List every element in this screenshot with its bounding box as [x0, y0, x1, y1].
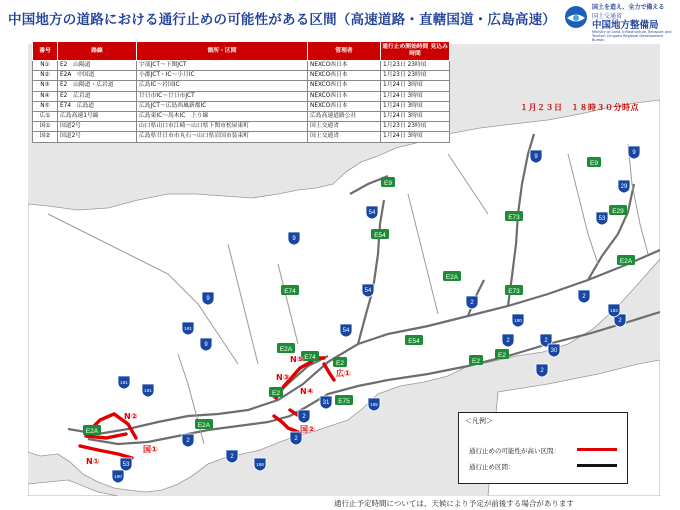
cell-section: 広島IC～岩国IC	[137, 81, 308, 91]
legend-closed-label: 通行止め区間：	[469, 463, 515, 471]
national-route-number: 191	[144, 388, 152, 393]
cell-start-time: 1月23日 23時頃	[381, 61, 450, 71]
national-route-number: 2	[544, 338, 548, 344]
cell-number: 国①	[33, 122, 58, 132]
expressway-sign-label: E2A	[445, 274, 459, 281]
cell-section: 広島JCT～広島西風新都IC	[137, 101, 308, 111]
legend-high-risk-label: 通行止めの可能性が高い区間：	[469, 447, 560, 455]
national-route-number: 30	[550, 348, 558, 354]
expressway-sign-label: E2A	[619, 258, 633, 265]
national-route-number: 183	[610, 308, 618, 313]
expressway-sign-label: E54	[408, 338, 420, 345]
cell-section: 山口県山口市江崎～山口県下関市松屋東町	[137, 122, 308, 132]
timestamp: １月２３日 １８時３０分時点	[520, 103, 639, 112]
national-route-number: 54	[342, 328, 350, 334]
national-route-number: 54	[364, 288, 372, 294]
cell-start-time: 1月24日 3時頃	[381, 132, 450, 142]
cell-manager: NEXCO西日本	[308, 61, 381, 71]
cell-manager: NEXCO西日本	[308, 71, 381, 81]
expressway-sign-label: E2	[498, 352, 506, 359]
national-route-number: 2	[186, 438, 190, 444]
expressway-sign-label: E74	[304, 354, 316, 361]
section-marker-label: N③	[276, 373, 290, 382]
ministry-logo-icon	[564, 5, 588, 29]
cell-route: 国道2号	[58, 122, 137, 132]
national-route-number: 2	[230, 454, 234, 460]
column-header-route: 路線	[58, 42, 137, 61]
expressway-sign-label: E2A	[279, 346, 293, 353]
ministry-logo	[560, 2, 678, 40]
closure-table-body	[33, 61, 450, 143]
national-route-number: 9	[206, 296, 210, 302]
table-row	[33, 132, 450, 142]
cell-section: 広島県廿日市市丸石～山口県岩国市装束町	[137, 132, 308, 142]
cell-number: 国②	[33, 132, 58, 142]
expressway-sign-label: E2	[272, 390, 280, 397]
cell-route: 国道2号	[58, 132, 137, 142]
national-route-number: 2	[618, 318, 622, 324]
footnote: 通行止予定時間については、天候により予定が前後する場合があります	[334, 499, 574, 508]
expressway-sign-label: E2A	[85, 428, 99, 435]
legend-closed-line	[577, 464, 617, 467]
national-route-number: 185	[370, 402, 378, 407]
expressway-sign-label: E9	[384, 180, 392, 187]
cell-start-time: 1月23日 23時頃	[381, 122, 450, 132]
section-marker-label: N①	[86, 457, 100, 466]
cell-start-time: 1月24日 3時頃	[381, 101, 450, 111]
cell-number: N③	[33, 81, 58, 91]
national-route-number: 9	[292, 236, 296, 242]
national-route-number: 191	[184, 326, 192, 331]
cell-section: 宇部JCT～下関JCT	[137, 61, 308, 71]
table-row	[33, 61, 450, 71]
expressway-sign-label: E9	[590, 160, 598, 167]
closure-table	[32, 41, 450, 143]
national-route-number: 2	[582, 294, 586, 300]
national-route-number: 2	[294, 436, 298, 442]
national-route-number: 188	[256, 462, 264, 467]
cell-route: E74 広島道	[58, 101, 137, 111]
cell-manager: 広島高速道路公社	[308, 111, 381, 121]
national-route-number: 29	[620, 184, 628, 190]
expressway-sign-label: E73	[508, 288, 520, 295]
expressway-sign-label: E2	[472, 358, 480, 365]
cell-manager: 国土交通省	[308, 122, 381, 132]
closure-table-header-row	[33, 42, 450, 61]
cell-manager: NEXCO西日本	[308, 101, 381, 111]
section-marker-label: 国②	[300, 425, 315, 434]
national-route-number: 2	[506, 338, 510, 344]
national-route-number: 190	[114, 474, 122, 479]
table-row	[33, 122, 450, 132]
national-route-number: 2	[302, 414, 306, 420]
page-title: 中国地方の道路における通行止めの可能性がある区間（高速道路・直轄国道・広島高速）	[8, 12, 556, 28]
table-row	[33, 101, 450, 111]
expressway-sign-label: E29	[612, 208, 624, 215]
cell-manager: 国土交通省	[308, 132, 381, 142]
logo-slogan: 国土を造え、全力で備える	[592, 4, 665, 11]
national-route-number: 54	[368, 210, 376, 216]
cell-section: 小郡JCT・IC～小月IC	[137, 71, 308, 81]
national-route-number: 2	[540, 368, 544, 374]
logo-org-line1: 国土交通省	[592, 13, 623, 20]
legend-high-risk-line	[577, 448, 617, 451]
cell-number: N②	[33, 71, 58, 81]
section-marker-label: N⑤	[290, 355, 304, 364]
national-route-number: 31	[322, 400, 330, 406]
cell-start-time: 1月24日 3時頃	[381, 91, 450, 101]
national-route-number: 9	[204, 342, 208, 348]
national-route-number: 53	[598, 216, 606, 222]
expressway-sign-label: E73	[508, 214, 520, 221]
section-marker-label: 広①	[336, 369, 351, 378]
cell-route: E2 山陽道	[58, 61, 137, 71]
expressway-sign-label: E2	[336, 360, 344, 367]
cell-section: 広島東IC～馬木IC 上り線	[137, 111, 308, 121]
table-row	[33, 111, 450, 121]
column-header-section: 箇所・区間	[137, 42, 308, 61]
cell-start-time: 1月24日 3時頃	[381, 111, 450, 121]
logo-org-en: Ministry of Land, Infrastructure,Transport and Tourism Chugoku Regional Development Bureau	[592, 30, 672, 42]
section-marker-label: N④	[300, 387, 314, 396]
national-route-number: 191	[120, 380, 128, 385]
cell-manager: NEXCO西日本	[308, 81, 381, 91]
cell-route: E2 山陽道・広岩道	[58, 81, 137, 91]
legend	[458, 412, 628, 484]
national-route-number: 2	[470, 300, 474, 306]
cell-manager: NEXCO西日本	[308, 91, 381, 101]
table-row	[33, 81, 450, 91]
national-route-number: 9	[534, 154, 538, 160]
cell-start-time: 1月23日 23時頃	[381, 71, 450, 81]
table-row	[33, 91, 450, 101]
table-row	[33, 71, 450, 81]
expressway-sign-label: E74	[284, 288, 296, 295]
expressway-sign-label: E75	[338, 398, 350, 405]
cell-section: 廿日市IC～廿日市JCT	[137, 91, 308, 101]
national-route-number: 180	[514, 318, 522, 323]
section-marker-label: 国①	[143, 445, 158, 454]
logo-org-line2: 中国地方整備局	[592, 20, 659, 31]
national-route-number: 9	[632, 150, 636, 156]
cell-number: N①	[33, 61, 58, 71]
cell-route: E2 広岩道	[58, 91, 137, 101]
column-header-manager: 管理者	[308, 42, 381, 61]
national-route-number: 53	[122, 462, 130, 468]
cell-number: 広①	[33, 111, 58, 121]
cell-start-time: 1月24日 3時頃	[381, 81, 450, 91]
section-marker-label: N②	[124, 412, 138, 421]
legend-title: ＜凡例＞	[465, 417, 493, 425]
expressway-sign-label: E2A	[197, 422, 211, 429]
column-header-number: 番号	[33, 42, 58, 61]
expressway-sign-label: E54	[374, 232, 386, 239]
cell-number: N⑤	[33, 101, 58, 111]
cell-number: N④	[33, 91, 58, 101]
column-header-start-time: 通行止め開始時間 見込み時間	[381, 42, 450, 61]
cell-route: 広島高速1号線	[58, 111, 137, 121]
cell-route: E2A 中国道	[58, 71, 137, 81]
